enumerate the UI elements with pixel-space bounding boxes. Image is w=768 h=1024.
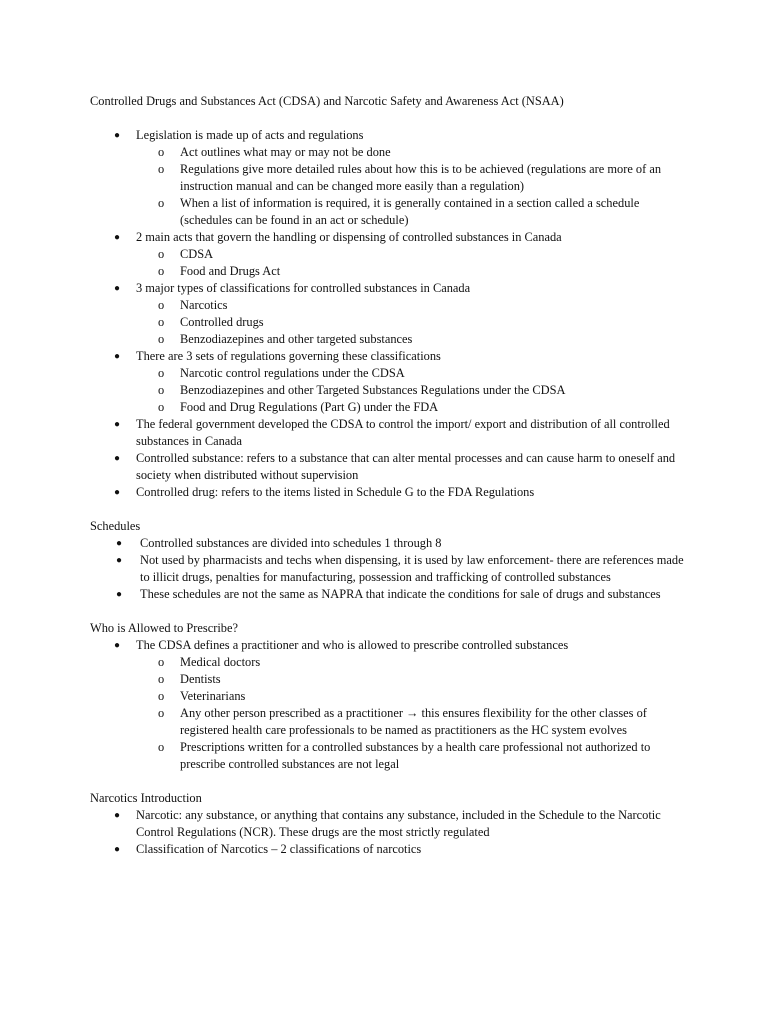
sub-list-item-text: Any other person prescribed as a practitioner → this ensures flexibility for the other classes of registered health care professionals to be named as practitioners as the HC system evolves	[180, 706, 647, 737]
sub-list-item	[90, 144, 690, 161]
sub-list-item-text: Narcotics	[180, 298, 228, 312]
sub-list-item	[90, 739, 690, 773]
bullet-marker: ●	[114, 283, 121, 294]
sub-bullet-marker: o	[158, 366, 165, 380]
list-item-text: These schedules are not the same as NAPRA that indicate the conditions for sale of drugs and substances	[140, 587, 661, 601]
sub-list-item-text: Benzodiazepines and other targeted substances	[180, 332, 413, 346]
sub-list-item	[90, 671, 690, 688]
bullet-marker: ●	[114, 453, 121, 464]
sub-bullet-marker: o	[158, 383, 165, 397]
sub-list-item	[90, 195, 690, 229]
sub-bullet-marker: o	[158, 298, 165, 312]
list-item-text: There are 3 sets of regulations governing these classifications	[136, 349, 441, 363]
sub-bullet-marker: o	[158, 264, 165, 278]
bullet-marker: ●	[114, 419, 121, 430]
sub-list-item-text: CDSA	[180, 247, 214, 261]
list-item	[90, 280, 690, 297]
sub-list-item	[90, 246, 690, 263]
section-prescribe	[90, 620, 690, 773]
sub-bullet-marker: o	[158, 706, 165, 720]
section-heading-prescribe: Who is Allowed to Prescribe?	[90, 621, 238, 635]
bullet-list	[90, 127, 690, 501]
section-heading-narcotics: Narcotics Introduction	[90, 791, 202, 805]
sub-bullet-marker: o	[158, 315, 165, 329]
sub-list-item	[90, 688, 690, 705]
sub-list-item-text: Medical doctors	[180, 655, 261, 669]
list-item-text: The CDSA defines a practitioner and who is allowed to prescribe controlled substances	[136, 638, 569, 652]
bullet-marker: ●	[114, 130, 121, 141]
sub-list-item	[90, 263, 690, 280]
sub-list-item	[90, 654, 690, 671]
bullet-marker: ●	[114, 844, 121, 855]
sub-list-item	[90, 399, 690, 416]
list-item	[90, 841, 690, 858]
list-item-text: Controlled drug: refers to the items listed in Schedule G to the FDA Regulations	[136, 485, 535, 499]
list-item	[90, 348, 690, 365]
bullet-list	[90, 807, 690, 858]
bullet-marker: ●	[116, 555, 123, 566]
list-item-text: Legislation is made up of acts and regulations	[136, 128, 364, 142]
list-item-text: 3 major types of classifications for controlled substances in Canada	[136, 281, 471, 295]
section-schedules	[90, 518, 690, 603]
bullet-list	[90, 637, 690, 773]
sub-bullet-marker: o	[158, 740, 165, 754]
sub-bullet-marker: o	[158, 689, 165, 703]
section-heading-schedules: Schedules	[90, 519, 141, 533]
sub-list-item-text: Narcotic control regulations under the CDSA	[180, 366, 405, 380]
sub-bullet-marker: o	[158, 672, 165, 686]
sub-list-item	[90, 314, 690, 331]
bullet-marker: ●	[116, 589, 123, 600]
section-narcotics	[90, 790, 690, 858]
section-overview	[90, 127, 690, 501]
list-item	[90, 450, 690, 484]
sub-bullet-marker: o	[158, 332, 165, 346]
document-title: Controlled Drugs and Substances Act (CDSA) and Narcotic Safety and Awareness Act (NSAA)	[90, 94, 564, 108]
bullet-marker: ●	[114, 351, 121, 362]
sub-bullet-marker: o	[158, 247, 165, 261]
list-item-text: Controlled substance: refers to a substance that can alter mental processes and can cause harm to oneself and society when distributed without supervision	[136, 451, 676, 482]
sub-list-item	[90, 365, 690, 382]
sub-list-item-text: Dentists	[180, 672, 221, 686]
sub-list-item-text: Veterinarians	[180, 689, 246, 703]
sub-list-item-text: Act outlines what may or may not be done	[180, 145, 391, 159]
sub-bullet-marker: o	[158, 655, 165, 669]
list-item	[90, 552, 690, 586]
sub-list-item	[90, 382, 690, 399]
sub-bullet-marker: o	[158, 162, 165, 176]
sub-list-item	[90, 331, 690, 348]
list-item-text: Controlled substances are divided into schedules 1 through 8	[140, 536, 442, 550]
sub-bullet-marker: o	[158, 400, 165, 414]
sub-list-item-text: Prescriptions written for a controlled substances by a health care professional not authorized to prescribe controlled substances are not legal	[180, 740, 651, 771]
bullet-marker: ●	[116, 538, 123, 549]
sub-list-item	[90, 161, 690, 195]
sub-list-item-text: Benzodiazepines and other Targeted Substances Regulations under the CDSA	[180, 383, 566, 397]
bullet-marker: ●	[114, 810, 121, 821]
list-item-text: Not used by pharmacists and techs when dispensing, it is used by law enforcement- there are references made to illicit drugs, penalties for manufacturing, possession and trafficking of controlled substances	[140, 553, 684, 584]
sub-list-item-text: Food and Drugs Act	[180, 264, 281, 278]
list-item	[90, 229, 690, 246]
list-item	[90, 484, 690, 501]
sub-list-item-text: Controlled drugs	[180, 315, 264, 329]
bullet-list	[90, 535, 690, 603]
list-item	[90, 586, 690, 603]
list-item	[90, 637, 690, 654]
bullet-marker: ●	[114, 487, 121, 498]
sub-list-item	[90, 297, 690, 314]
list-item	[90, 807, 690, 841]
list-item	[90, 535, 690, 552]
list-item	[90, 416, 690, 450]
list-item-text: Narcotic: any substance, or anything that contains any substance, included in the Schedule to the Narcotic Control Regulations (NCR). These drugs are the most strictly regulated	[136, 808, 661, 839]
sub-bullet-marker: o	[158, 196, 165, 210]
bullet-marker: ●	[114, 232, 121, 243]
list-item-text: 2 main acts that govern the handling or dispensing of controlled substances in Canada	[136, 230, 562, 244]
sub-list-item	[90, 705, 690, 739]
list-item	[90, 127, 690, 144]
sub-list-item-text: Regulations give more detailed rules about how this is to be achieved (regulations are more of an instruction manual and can be changed more easily than a regulation)	[180, 162, 662, 193]
list-item-text: The federal government developed the CDSA to control the import/ export and distribution of all controlled substances in Canada	[136, 417, 670, 448]
document-body	[90, 93, 690, 875]
sub-list-item-text: Food and Drug Regulations (Part G) under the FDA	[180, 400, 439, 414]
bullet-marker: ●	[114, 640, 121, 651]
sub-bullet-marker: o	[158, 145, 165, 159]
list-item-text: Classification of Narcotics – 2 classifications of narcotics	[136, 842, 422, 856]
sub-list-item-text: When a list of information is required, it is generally contained in a section called a schedule (schedules can be found in an act or schedule)	[180, 196, 640, 227]
